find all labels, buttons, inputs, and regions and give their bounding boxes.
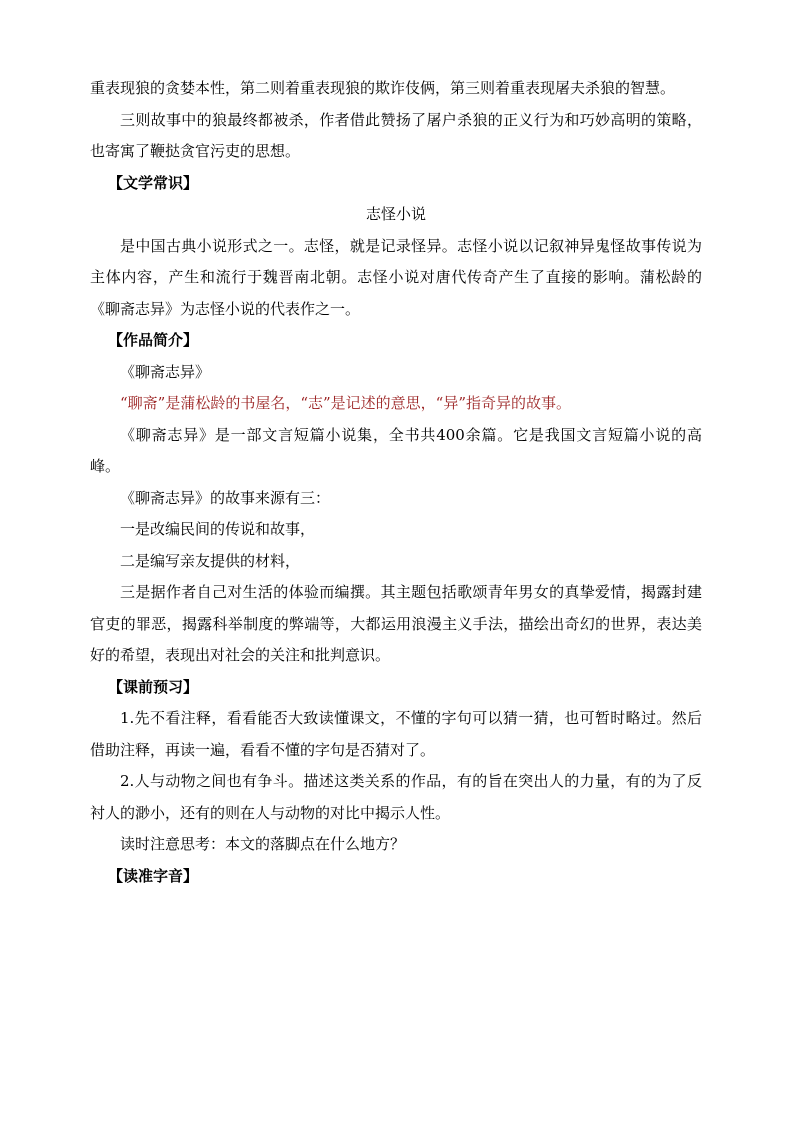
- paragraph-collection: 《聊斋志异》是一部文言短篇小说集，全书共400余篇。它是我国文言短篇小说的高峰。: [90, 425, 702, 475]
- paragraph-sources: 《聊斋志异》的故事来源有三：: [120, 488, 331, 507]
- subtitle-zhiguai: 志怪小说: [365, 205, 426, 223]
- paragraph-wolf-nature: 重表现狼的贪婪本性，第二则着重表现狼的欺诈伎俩，第三则着重表现屠夫杀狼的智慧。: [90, 79, 676, 97]
- paragraph-source-3: 三是据作者自己对生活的体验而编撰。其主题包括歌颂青年男女的真挚爱情，揭露封建官吏的罪恶，揭露科举制度的弊端等，大都运用浪漫主义手法，描绘出奇幻的世界，表达美好的希望，表现出对社会的关注和批判意识。: [90, 583, 702, 664]
- paragraph-source-1: 一是改编民间的传说和故事，: [120, 520, 316, 538]
- paragraph-preview-2: 2.人与动物之间也有争斗。描述这类关系的作品，有的旨在突出人的力量，有的为了反衬人的渺小，还有的则在人与动物的对比中揭示人性。: [90, 772, 702, 822]
- heading-pronunciation: 【读准字音】: [108, 866, 199, 885]
- heading-literature-knowledge: 【文学常识】: [108, 173, 199, 192]
- paragraph-stories-summary: 三则故事中的狼最终都被杀，作者借此赞扬了屠户杀狼的正义行为和巧妙高明的策略，也寄寓了鞭挞贪官污吏的思想。: [90, 110, 702, 160]
- paragraph-book-title: 《聊斋志异》: [120, 362, 211, 381]
- paragraph-title-meaning: “聊斋”是蒲松龄的书屋名，“志”是记述的意思，“异”指奇异的故事。: [120, 394, 572, 412]
- paragraph-preview-1: 1.先不看注释，看看能否大致读懂课文，不懂的字句可以猜一猜，也可暂时略过。然后借助注释，再读一遍，看看不懂的字句是否猜对了。: [90, 709, 702, 759]
- document-page: [90, 73, 702, 892]
- paragraph-zhiguai: 是中国古典小说形式之一。志怪，就是记录怪异。志怪小说以记叙神异鬼怪故事传说为主体内容，产生和流行于魏晋南北朝。志怪小说对唐代传奇产生了直接的影响。蒲松龄的《聊斋志异》为志怪小说的代表作之一。: [90, 236, 702, 318]
- paragraph-reading-question: 读时注意思考：本文的落脚点在什么地方？: [120, 835, 406, 853]
- heading-work-intro: 【作品简介】: [108, 331, 199, 349]
- paragraph-source-2: 二是编写亲友提供的材料，: [120, 551, 301, 570]
- heading-preview: 【课前预习】: [108, 677, 199, 696]
